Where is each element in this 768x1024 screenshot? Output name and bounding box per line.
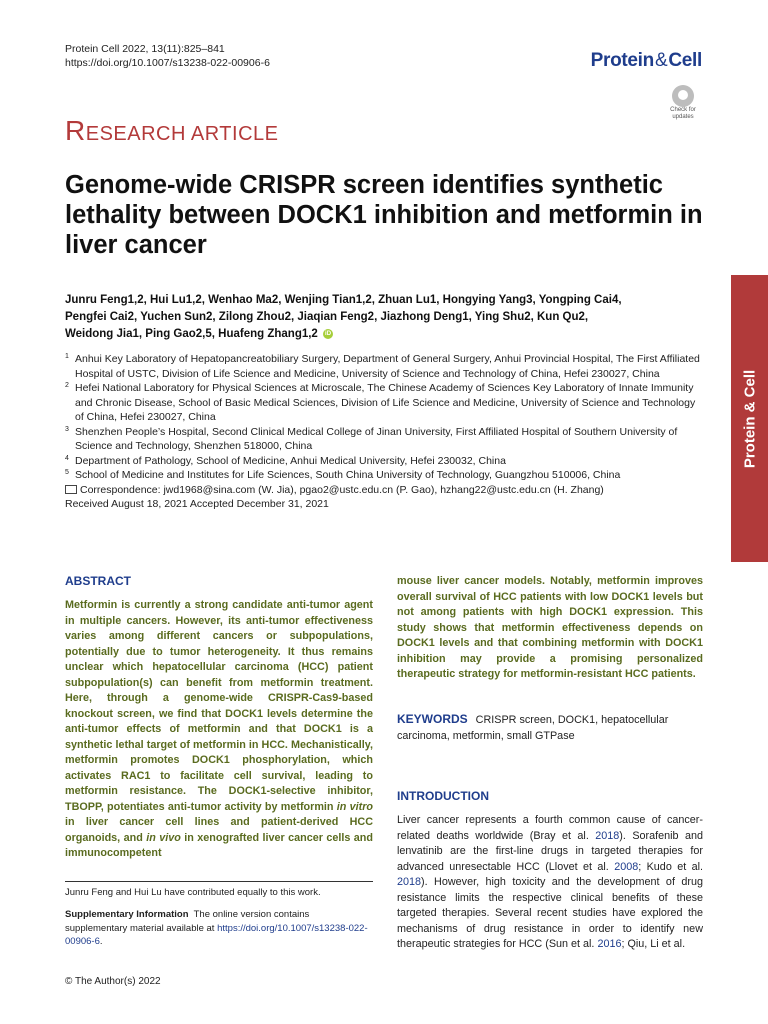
- journal-logo-right: Cell: [668, 50, 702, 71]
- journal-side-band: [731, 275, 768, 562]
- affiliation-number: 5: [65, 469, 69, 476]
- equal-contribution-note: Junru Feng and Hui Lu have contributed equally to this work.: [65, 887, 321, 898]
- affiliation-text: Department of Pathology, School of Medicine, Anhui Medical University, Hefei 230032, China: [75, 454, 506, 467]
- article-type-rest: ESEARCH ARTICLE: [85, 123, 279, 145]
- supplementary-text: The online version contains supplementary material available at: [65, 909, 310, 934]
- affiliation-text: Anhui Key Laboratory of Hepatopancreatobiliary Surgery, Department of General Surgery, Anhui Provincial Hospital, The First Affiliated Hospital of USTC, Division of Life Science and Medicine, University of Science and Technology of China, Hefei 230027, China: [75, 353, 700, 380]
- affiliation-text: School of Medicine and Institutes for Life Sciences, South China University of Technology, Guangzhou 510006, China: [75, 469, 621, 481]
- introduction-text: [397, 813, 703, 953]
- affiliation-number: 2: [65, 382, 69, 389]
- intro-text-5: ; Qiu, Li et al.: [621, 938, 686, 950]
- reference-link[interactable]: 2018: [397, 876, 422, 888]
- keywords-heading: KEYWORDS: [397, 712, 468, 726]
- intro-text-1: Liver cancer represents a fourth common cause of cancer-related deaths worldwide (Bray et al.: [397, 814, 703, 842]
- correspondence: [65, 483, 705, 498]
- abstract-part-c: in xenografted liver cancer cells and immunocompetent: [65, 831, 374, 859]
- affiliation-5: [65, 468, 705, 483]
- abstract-in-vivo: in vivo: [146, 831, 181, 844]
- affiliation-text: Hefei National Laboratory for Physical Sciences at Microscale, The Chinese Academy of Sciences Key Laboratory of Innate Immunity and Chronic Disease, School of Basic Medical Sciences, Division of Life Science and Medicine, University of Science and Technology of China, Hefei 230027, China: [75, 382, 696, 423]
- introduction-heading: INTRODUCTION: [397, 789, 489, 803]
- check-badge-line2: updates: [672, 114, 694, 120]
- journal-citation: Protein Cell 2022, 13(11):825–841: [65, 43, 225, 55]
- envelope-icon: [65, 485, 77, 494]
- keywords-text: CRISPR screen, DOCK1, hepatocellular carcinoma, metformin, small GTPase: [397, 714, 669, 742]
- side-band-label: Protein & Cell: [741, 369, 758, 468]
- received-dates: Received August 18, 2021 Accepted December 31, 2021: [65, 498, 329, 510]
- supplementary-end: .: [99, 936, 103, 947]
- intro-text-3: ; Kudo et al.: [638, 860, 704, 873]
- journal-logo-left: Protein: [590, 50, 654, 71]
- article-type: [65, 115, 278, 147]
- journal-logo-amp: &: [654, 50, 668, 71]
- abstract-text-col2: mouse liver cancer models. Notably, metformin improves overall survival of HCC patients with low DOCK1 levels but not among patients with high DOCK1 expression. This study shows that metformin effectiveness depends on DOCK1 levels and that combining metformin with DOCK1 inhibition may provide a promising personalized therapeutic strategy for metformin-resistant HCC patients.: [397, 575, 703, 680]
- author-line-3a: Weidong Jia1, Ping Gao2,5,: [65, 328, 219, 340]
- journal-logo: [591, 50, 702, 72]
- affiliation-4: [65, 454, 705, 469]
- supplementary-info: [65, 908, 373, 949]
- intro-text-2: ). Sorafenib and lenvatinib are the first-line drugs in targeted therapies for advanced unresectable HCC (Llovet et al.: [397, 829, 703, 873]
- correspondence-text[interactable]: Correspondence: jwd1968@sina.com (W. Jia), pgao2@ustc.edu.cn (P. Gao), hzhang22@ustc.edu.cn (H. Zhang): [80, 483, 604, 496]
- affiliation-number: 3: [65, 425, 69, 433]
- article-title: Genome-wide CRISPR screen identifies synthetic lethality between DOCK1 inhibition and metformin in liver cancer: [65, 171, 703, 259]
- author-line-2: Pengfei Cai2, Yuchen Sun2, Zilong Zhou2, Jiaqian Feng2, Jiazhong Deng1, Ying Shu2, Kun Qu2,: [65, 311, 589, 323]
- affiliation-text: Shenzhen People’s Hospital, Second Clinical Medical College of Jinan University, First Affiliated Hospital of Southern University of Science and Technology, Shenzhen 518000, China: [75, 425, 678, 452]
- affiliations: [65, 352, 705, 512]
- copyright: © The Author(s) 2022: [65, 976, 161, 987]
- author-line-1: [65, 292, 705, 309]
- reference-link[interactable]: 2008: [614, 860, 639, 873]
- reference-link[interactable]: 2018: [595, 829, 620, 842]
- affiliation-number: 1: [65, 353, 69, 360]
- supplementary-link[interactable]: https://doi.org/10.1007/s13238-022-00906-6: [65, 922, 368, 947]
- affiliation-1: [65, 352, 705, 381]
- doi-link[interactable]: https://doi.org/10.1007/s13238-022-00906-6: [65, 57, 270, 69]
- author-list: [65, 292, 705, 343]
- affiliation-2: [65, 381, 705, 425]
- check-badge-line1: Check for: [670, 107, 696, 113]
- author-line-1-text: Junru Feng1,2, Hui Lu1,2, Wenhao Ma2, Wenjing Tian1,2, Zhuan Lu1, Hongying Yang3, Yongping Cai4,: [65, 294, 622, 306]
- abstract-heading: ABSTRACT: [65, 574, 131, 588]
- abstract-text-col1: [65, 598, 373, 862]
- reference-link[interactable]: 2016: [597, 938, 622, 950]
- keywords: [397, 712, 703, 744]
- author-line-3b: Huafeng Zhang1,2: [218, 328, 318, 340]
- abstract-part-a: Metformin is currently a strong candidate anti-tumor agent in multiple cancers. However, its anti-tumor effectiveness varies among different cancers or subpopulations, potentially due to tumor heterogeneity. It thus remains unclear which hepatocellular carcinoma (HCC) patient subpopulation(s) can benefit from metformin treatment. Here, through a genome-wide CRISPR-Cas9-based knockout screen, we find that DOCK1 levels determine the anti-tumor effects of metformin and that DOCK1 is a synthetic lethal target of metformin in HCC. Mechanistically, metformin promotes DOCK1 phosphorylation, which activates RAC1 to facilitate cell survival, leading to metformin resistance. The DOCK1-selective inhibitor, TBOPP, potentiates anti-tumor activity by metformin: [65, 599, 373, 813]
- abstract-in-vitro: in vitro: [336, 800, 373, 813]
- footnote-divider: [65, 881, 373, 882]
- check-updates-icon: [672, 85, 694, 107]
- supplementary-label: Supplementary Information: [65, 909, 189, 920]
- citation-block: [65, 42, 270, 70]
- intro-text-4: ). However, high toxicity and the development of drug resistance limits the respective clinical benefits of these targeted therapies. Several recent studies have explored the mechanisms of drug resistance in order to identify new therapeutic strategies for HCC (Sun et al.: [397, 876, 703, 950]
- check-for-updates-badge[interactable]: [664, 85, 702, 123]
- article-type-initial: R: [65, 115, 86, 146]
- abstract-part-b: in liver cancer cell lines and patient-derived HCC organoids, and: [65, 816, 373, 844]
- affiliation-number: 4: [65, 454, 69, 462]
- author-line-3: [65, 326, 705, 343]
- orcid-icon[interactable]: iD: [325, 330, 332, 337]
- affiliation-3: [65, 425, 705, 454]
